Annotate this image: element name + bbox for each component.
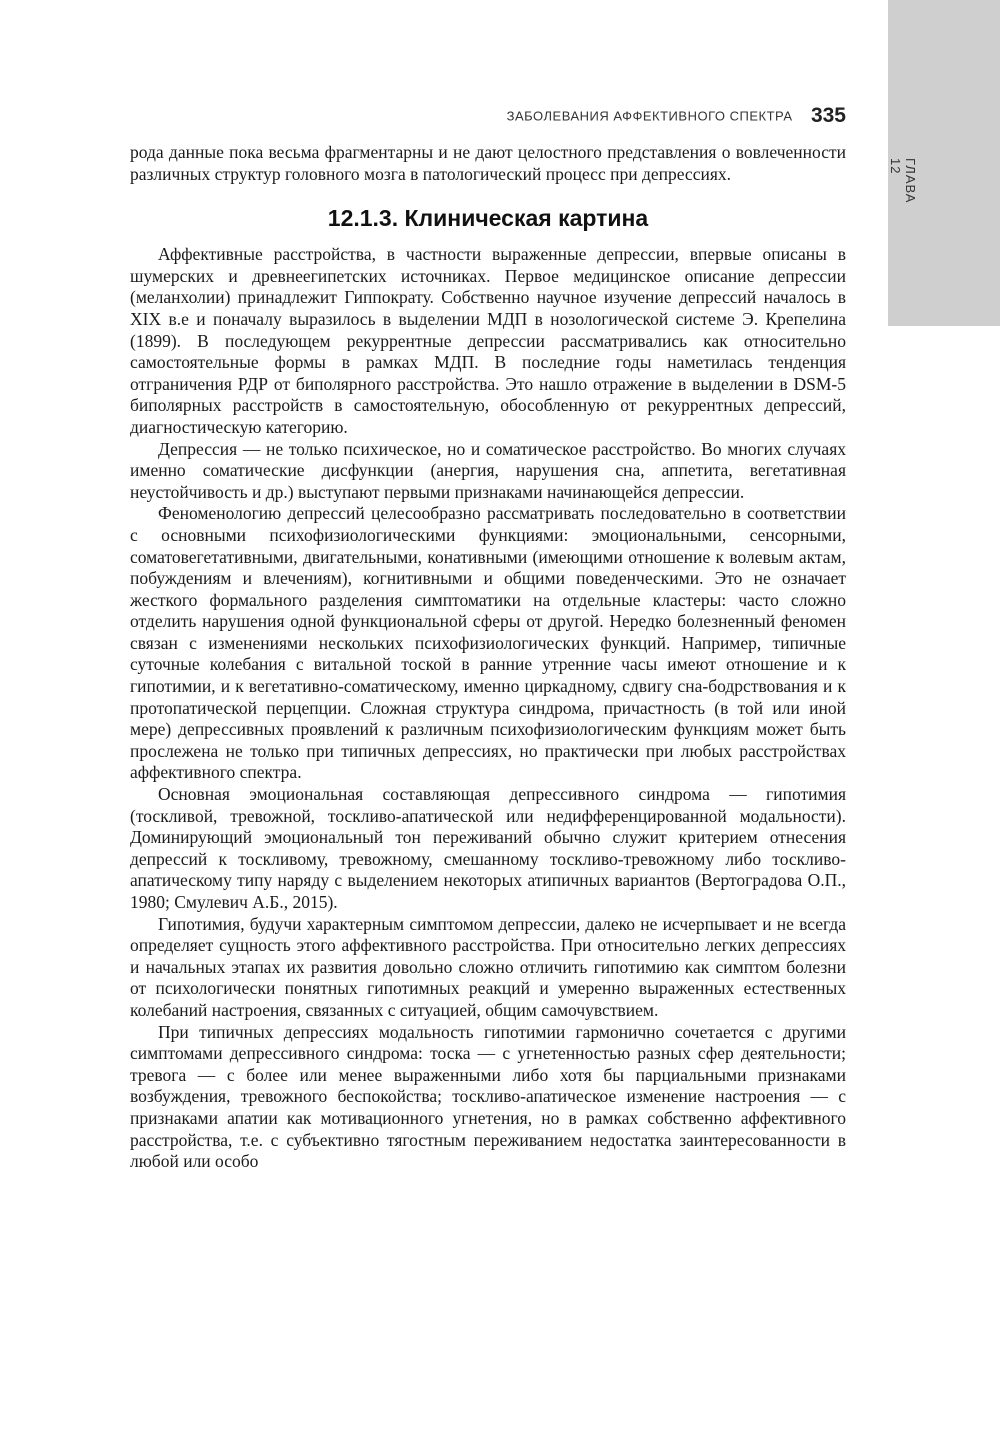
- running-header: [130, 104, 846, 132]
- paragraph-3: Феноменологию депрессий целесообразно рассматривать последовательно в соответствии с основными психофизиологическими функциями: эмоциональными, сенсорными, соматовегетативными, двигательными, конативными (имеющими отношение к волевым актам, побуждениям и влечениям), когнитивными и общими поведенческими. Это не означает жесткого формального разделения симптоматики на отдельные кластеры: часто сложно отделить нарушения одной функциональной сферы от другой. Нередко болезненный феномен связан с изменениями нескольких психофизиологических функций. Например, типичные суточные колебания с витальной тоской в ранние утренние часы имеют отношение и к гипотимии, и к вегетативно-соматическому, именно циркадному, сдвигу сна-бодрствования и к протопатической перцепции. Сложная структура синдрома, причастность (в той или иной мере) депрессивных проявлений к различным психофизиологическим функциям может быть прослежена не только при типичных депрессиях, но практически при любых расстройствах аффективного спектра.: [130, 503, 846, 783]
- page-body: [130, 142, 846, 1173]
- paragraph-4: Основная эмоциональная составляющая депрессивного синдрома — гипотимия (тоскливой, тревожной, тоскливо-апатической или недифференцированной модальности). Доминирующий эмоциональный тон переживаний обычно служит критерием отнесения депрессий к тоскливому, тревожному, смешанному тоскливо-тревожному либо тоскливо-апатическому типу наряду с выделением некоторых атипичных вариантов (Вертоградова О.П., 1980; Смулевич А.Б., 2015).: [130, 784, 846, 912]
- intro-paragraph: рода данные пока весьма фрагментарны и не дают целостного представления о вовлеченности различных структур головного мозга в патологический процесс при депрессиях.: [130, 142, 846, 184]
- paragraph-5: Гипотимия, будучи характерным симптомом депрессии, далеко не исчерпывает и не всегда определяет сущность этого аффективного расстройства. При относительно легких депрессиях и начальных этапах их развития довольно сложно отличить гипотимию как симптом болезни от психологически понятных гипотимных реакций и умеренно выраженных естественных колебаний настроения, связанных с ситуацией, общим самочувствием.: [130, 913, 846, 1020]
- running-title: ЗАБОЛЕВАНИЯ АФФЕКТИВНОГО СПЕКТРА: [506, 108, 793, 124]
- chapter-tab-label: ГЛАВА 12: [888, 158, 918, 204]
- paragraph-1: Аффективные расстройства, в частности выраженные депрессии, впервые описаны в шумерских и древнеегипетских источниках. Первое медицинское описание депрессии (меланхолии) принадлежит Гиппократу. Собственно научное изучение депрессий началось в XIX в.е и поначалу выразилось в выделении МДП в нозологической системе Э. Крепелина (1899). В последующем рекуррентные депрессии рассматривались как относительно самостоятельные формы в рамках МДП. В последние годы наметилась тенденция отграничения РДР от биполярного расстройства. Это нашло отражение в выделении в DSM-5 биполярных расстройств в самостоятельную, обособленную от рекуррентных депрессий, диагностическую категорию.: [130, 244, 846, 437]
- paragraph-2: Депрессия — не только психическое, но и соматическое расстройство. Во многих случаях именно соматические дисфункции (анергия, нарушения сна, аппетита, вегетативная неустойчивость и др.) выступают первыми признаками начинающейся депрессии.: [130, 438, 846, 502]
- page-number: 335: [810, 104, 846, 127]
- paragraph-6: При типичных депрессиях модальность гипотимии гармонично сочетается с другими симптомами депрессивного синдрома: тоска — с угнетенностью разных сфер деятельности; тревога — с более или менее выраженными либо хотя бы парциальными признаками возбуждения, тревожного беспокойства; тоскливо-апатическое изменение настроения — с признаками апатии как мотивационного угнетения, но в рамках собственно аффективного расстройства, т.е. с субъективно тягостным переживанием недостатка заинтересованности в любой или особо: [130, 1021, 846, 1172]
- section-heading: 12.1.3. Клиническая картина: [327, 205, 649, 232]
